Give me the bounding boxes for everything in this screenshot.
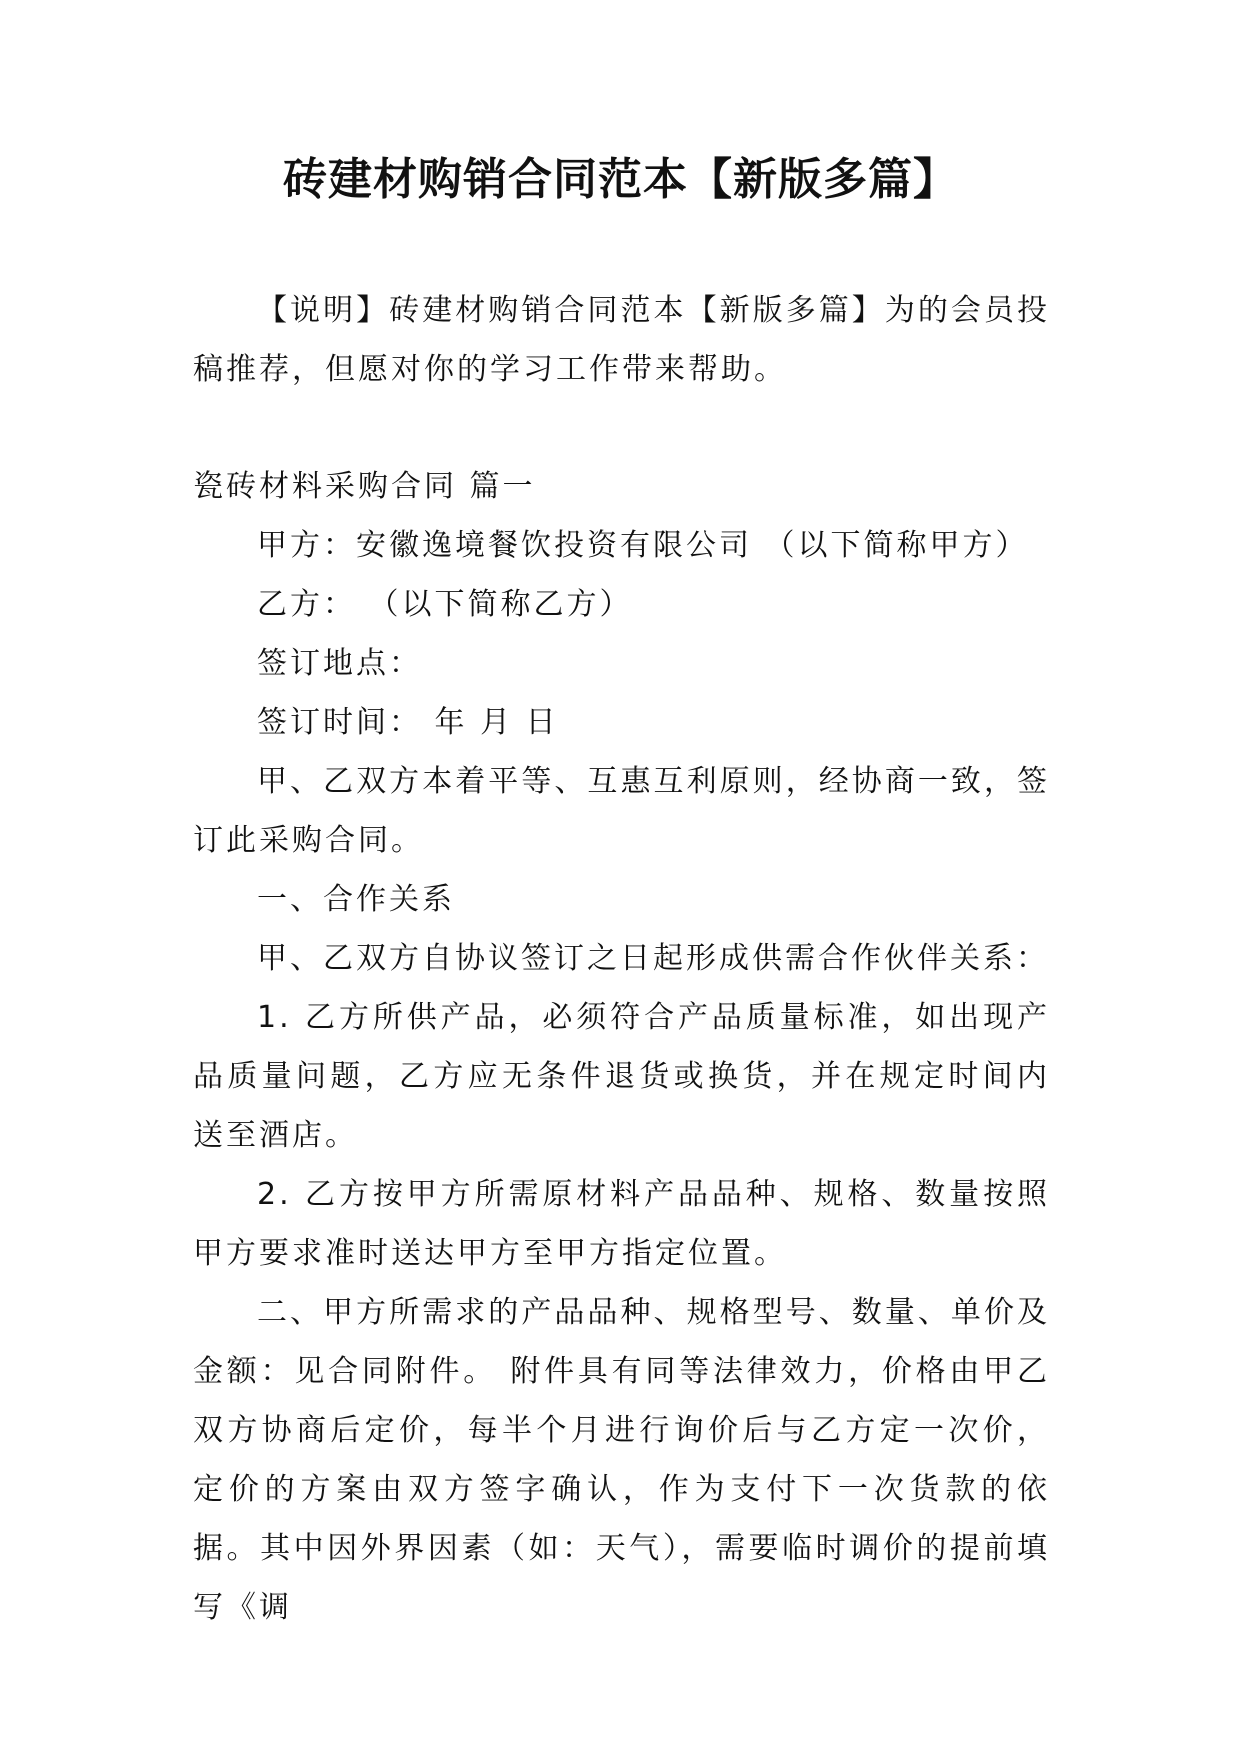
party-a-line: 甲方：安徽逸境餐饮投资有限公司 （以下简称甲方） [257,528,1029,563]
intro-paragraph: 【说明】砖建材购销合同范本【新版多篇】为的会员投稿推荐，但愿对你的学习工作带来帮助。 [193,293,1050,387]
document-title: 砖建材购销合同范本【新版多篇】 [283,154,958,205]
preamble-paragraph: 甲、乙双方本着平等、互惠互利原则，经协商一致，签订此采购合同。 [193,764,1050,858]
document-body [193,281,1050,1637]
clause-heading-1: 一、合作关系 [257,882,455,917]
clause-paragraph: 甲、乙双方自协议签订之日起形成供需合作伙伴关系： [257,941,1049,976]
signing-date-line: 签订时间： 年 月 日 [257,705,559,740]
clause-item-2: 2. 乙方按甲方所需原材料产品品种、规格、数量按照甲方要求准时送达甲方至甲方指定位置。 [193,1177,1050,1271]
party-b-line: 乙方： （以下简称乙方） [257,587,633,622]
clause-item-1: 1. 乙方所供产品，必须符合产品质量标准，如出现产品质量问题，乙方应无条件退货或换货，并在规定时间内送至酒店。 [193,1000,1050,1153]
clause-paragraph-2: 二、甲方所需求的产品品种、规格型号、数量、单价及金额：见合同附件。 附件具有同等法律效力，价格由甲乙双方协商后定价，每半个月进行询价后与乙方定一次价，定价的方案由双方签字确认，作为支付下一次货款的依据。其中因外界因素（如：天气），需要临时调价的提前填写《调 [193,1295,1050,1625]
signing-place-line: 签订地点： [257,646,422,681]
section-heading: 瓷砖材料采购合同 篇一 [193,469,536,504]
